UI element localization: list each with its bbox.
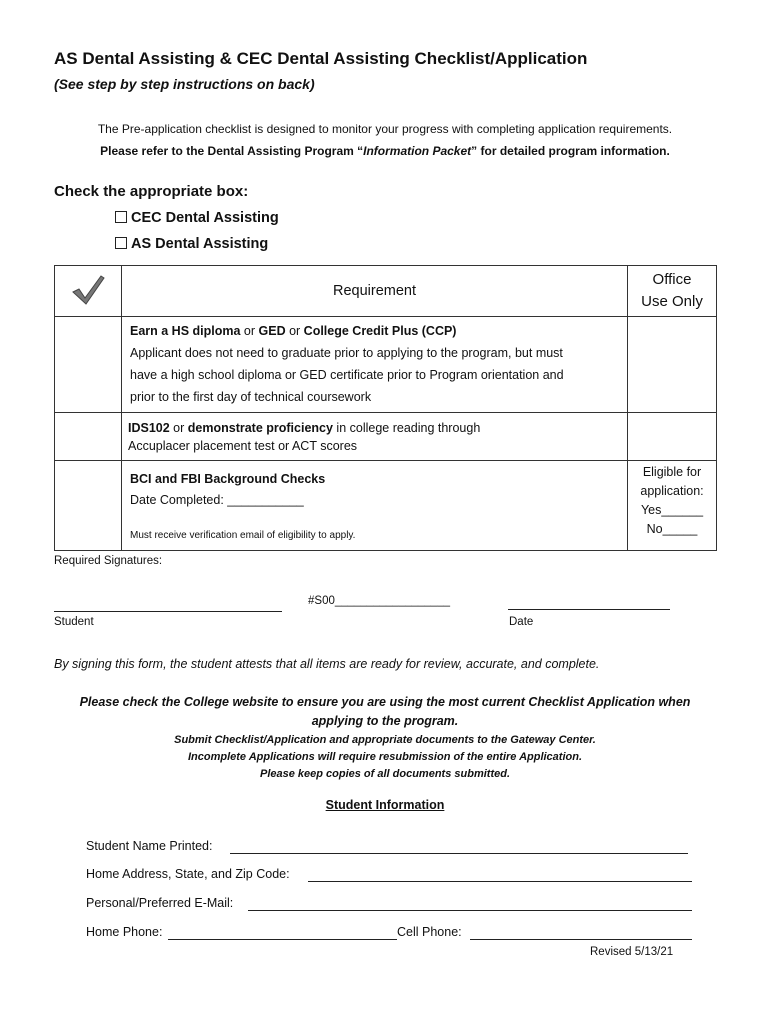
- eligible-line1: Eligible for: [642, 465, 702, 479]
- eligible-line2: application:: [640, 484, 704, 498]
- date-signature-label: Date: [509, 616, 534, 628]
- office-use-column-header: [628, 266, 717, 317]
- row1-office-cell: [628, 317, 717, 413]
- row3-date-completed: Date Completed: ___________: [130, 493, 304, 507]
- option-as-label: AS Dental Assisting: [131, 236, 269, 252]
- checkmark-icon: [70, 272, 106, 306]
- attestation-statement: By signing this form, the student attests that all items are ready for review, accurate, and complete.: [54, 657, 600, 671]
- notice-line-1: Please check the College website to ensure you are using the most current Checklist Application when: [79, 695, 691, 709]
- option-cec-label: CEC Dental Assisting: [131, 210, 279, 226]
- intro-reference-prefix: Please refer to the Dental Assisting Program “: [100, 144, 364, 158]
- student-name-field[interactable]: [230, 853, 688, 854]
- notice-line-3: Submit Checklist/Application and appropriate documents to the Gateway Center.: [174, 734, 596, 746]
- document-title: AS Dental Assisting & CEC Dental Assisting Checklist/Application: [54, 49, 588, 68]
- row1-ccp: College Credit Plus (CCP): [303, 324, 457, 338]
- table-row: [55, 317, 717, 413]
- table-row: [55, 461, 717, 551]
- home-phone-field[interactable]: [168, 939, 397, 940]
- row2-check-cell[interactable]: [55, 413, 122, 461]
- row1-line2: Applicant does not need to graduate prior to applying to the program, but must: [130, 346, 563, 360]
- requirement-column-header: Requirement: [122, 266, 628, 317]
- student-information-heading: Student Information: [325, 798, 445, 812]
- student-name-label: Student Name Printed:: [86, 839, 213, 853]
- row2-proficiency: demonstrate proficiency: [187, 421, 333, 435]
- email-field[interactable]: [248, 910, 692, 911]
- option-cec-dental-assisting[interactable]: [115, 210, 279, 226]
- home-address-field[interactable]: [308, 881, 692, 882]
- option-as-dental-assisting[interactable]: [115, 236, 268, 252]
- table-header-row: [55, 266, 717, 317]
- student-id-field[interactable]: #S00__________________: [308, 595, 450, 607]
- office-header-line2: Use Only: [641, 293, 703, 310]
- eligible-no: No_____: [646, 522, 698, 536]
- student-signature-line[interactable]: [54, 611, 282, 612]
- row3-office-cell: [628, 461, 717, 551]
- intro-reference-suffix: ” for detailed program information.: [471, 144, 670, 158]
- intro-reference: [0, 144, 770, 158]
- revision-date: Revised 5/13/21: [590, 946, 674, 958]
- home-address-label: Home Address, State, and Zip Code:: [86, 867, 290, 881]
- program-select-heading: Check the appropriate box:: [54, 183, 249, 200]
- row2-line2: Accuplacer placement test or ACT scores: [128, 439, 358, 453]
- checkbox-as[interactable]: [115, 237, 127, 249]
- checkbox-cec[interactable]: [115, 211, 127, 223]
- row3-heading: BCI and FBI Background Checks: [130, 472, 326, 486]
- notice-line-2: applying to the program.: [311, 714, 459, 728]
- cell-phone-field[interactable]: [470, 939, 692, 940]
- required-signatures-heading: Required Signatures:: [54, 555, 163, 567]
- row3-note: Must receive verification email of eligibility to apply.: [130, 530, 356, 541]
- requirements-table: [54, 265, 717, 551]
- row1-ged: GED: [258, 324, 286, 338]
- cell-phone-label: Cell Phone:: [397, 925, 462, 939]
- row1-requirement: [122, 317, 628, 413]
- row1-hs-diploma: Earn a HS diploma: [130, 324, 241, 338]
- row1-line4: prior to the first day of technical coursework: [130, 390, 372, 404]
- check-column-header: [55, 266, 122, 317]
- email-label: Personal/Preferred E-Mail:: [86, 896, 234, 910]
- row2-heading: IDS102 or demonstrate proficiency in college reading through: [128, 421, 481, 435]
- row3-check-cell[interactable]: [55, 461, 122, 551]
- date-signature-line[interactable]: [508, 609, 670, 610]
- document-subtitle: (See step by step instructions on back): [54, 76, 315, 92]
- row2-requirement: [122, 413, 628, 461]
- row2-office-cell: [628, 413, 717, 461]
- row1-heading: Earn a HS diploma or GED or College Credit Plus (CCP): [130, 324, 457, 338]
- office-header-line1: Office: [652, 271, 692, 288]
- table-row: [55, 413, 717, 461]
- row1-line3: have a high school diploma or GED certificate prior to Program orientation and: [130, 368, 564, 382]
- student-signature-label: Student: [54, 616, 94, 628]
- information-packet-reference: Information Packet: [363, 144, 472, 158]
- home-phone-label: Home Phone:: [86, 925, 163, 939]
- eligible-yes: Yes______: [640, 503, 704, 517]
- row2-ids102: IDS102: [128, 421, 170, 435]
- intro-text: The Pre-application checklist is designed to monitor your progress with completing application requirements.: [97, 122, 673, 136]
- row1-check-cell[interactable]: [55, 317, 122, 413]
- row3-requirement: [122, 461, 628, 551]
- notice-line-5: Please keep copies of all documents submitted.: [259, 768, 511, 780]
- notice-line-4: Incomplete Applications will require resubmission of the entire Application.: [187, 751, 583, 763]
